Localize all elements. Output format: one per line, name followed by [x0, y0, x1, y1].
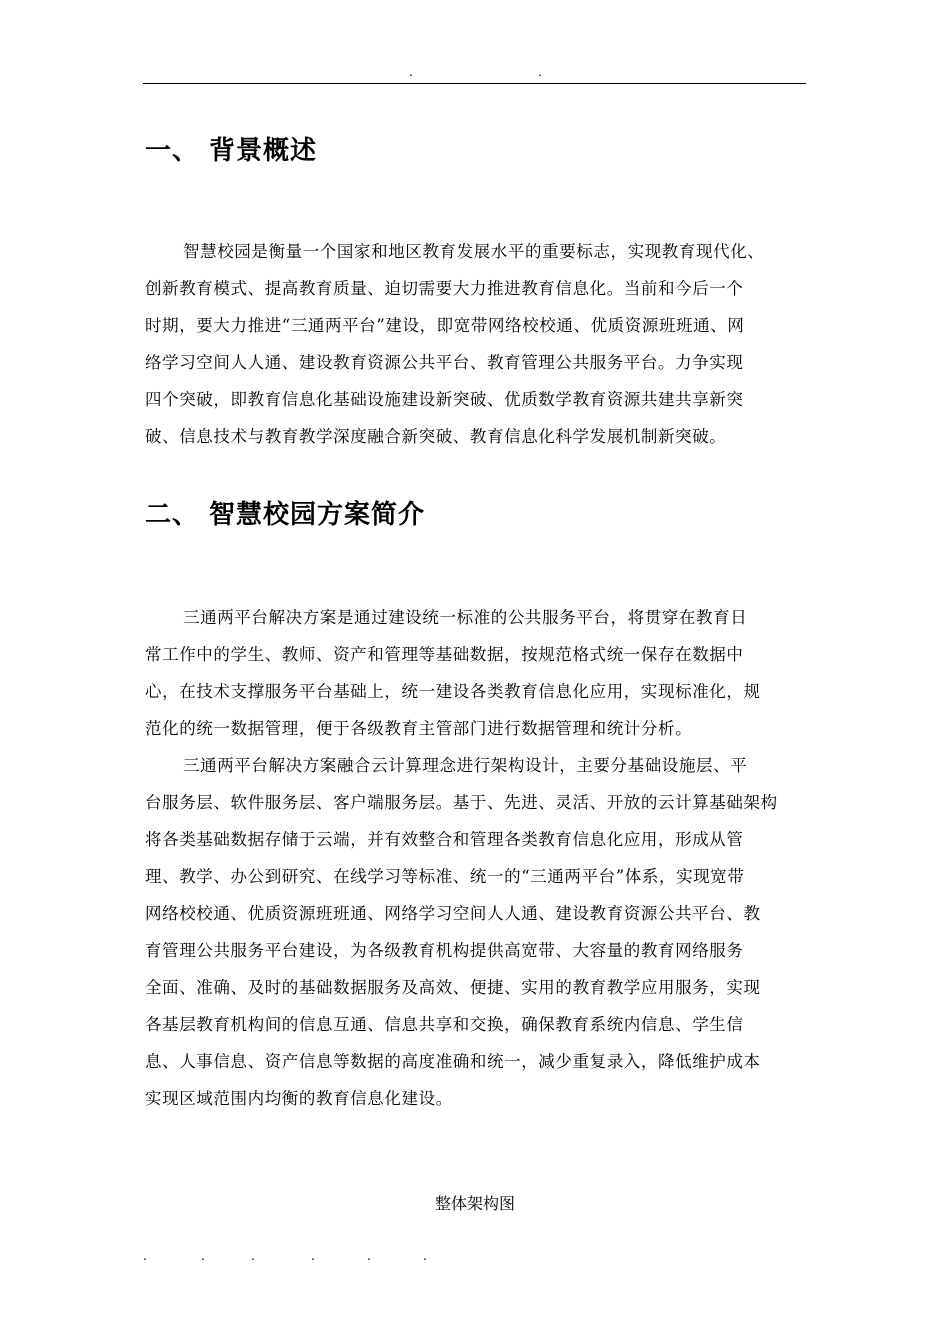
footer-mark: .: [251, 1249, 255, 1263]
paragraph-solution-architecture: [145, 747, 815, 1117]
header-mark: .: [409, 65, 413, 79]
paragraph-line: 破、信息技术与教育教学深度融合新突破、教育信息化科学发展机制新突破。: [145, 427, 727, 446]
header-mark: .: [538, 65, 542, 79]
section-heading-solution: 二、 智慧校园方案简介: [145, 500, 426, 530]
header-rule: [143, 83, 806, 84]
paragraph-line: 时期，要大力推进“三通两平台”建设，即宽带网络校校通、优质资源班班通、网: [145, 316, 745, 335]
paragraph-line: 台服务层、软件服务层、客户端服务层。基于、先进、灵活、开放的云计算基础架构: [145, 793, 778, 812]
paragraph-solution-overview: [145, 599, 815, 747]
figure-caption: 整体架构图: [434, 1194, 515, 1213]
paragraph-line: 息、人事信息、资产信息等数据的高度准确和统一，减少重复录入，降低维护成本: [145, 1052, 761, 1071]
paragraph-line: 常工作中的学生、教师、资产和管理等基础数据，按规范格式统一保存在数据中: [145, 645, 744, 664]
footer-mark: .: [143, 1249, 147, 1263]
paragraph-line: 三通两平台解决方案融合云计算理念进行架构设计，主要分基础设施层、平: [183, 756, 748, 775]
footer-mark: .: [201, 1249, 205, 1263]
paragraph-line: 网络校校通、优质资源班班通、网络学习空间人人通、建设教育资源公共平台、教: [145, 904, 761, 923]
paragraph-line: 实现区域范围内均衡的教育信息化建设。: [145, 1089, 453, 1108]
paragraph-line: 心，在技术支撑服务平台基础上，统一建设各类教育信息化应用，实现标准化，规: [145, 682, 761, 701]
paragraph-line: 三通两平台解决方案是通过建设统一标准的公共服务平台，将贯穿在教育日: [183, 608, 748, 627]
footer-mark: .: [423, 1249, 427, 1263]
paragraph-line: 全面、准确、及时的基础数据服务及高效、便捷、实用的教育教学应用服务，实现: [145, 978, 761, 997]
paragraph-background: [145, 233, 815, 455]
page-footer: [0, 1250, 950, 1262]
paragraph-line: 智慧校园是衡量一个国家和地区教育发展水平的重要标志，实现教育现代化、: [183, 242, 765, 261]
footer-mark: .: [367, 1249, 371, 1263]
footer-mark: .: [311, 1249, 315, 1263]
section-heading-background: 一、 背景概述: [145, 136, 318, 166]
paragraph-line: 各基层教育机构间的信息互通、信息共享和交换，确保教育系统内信息、学生信: [145, 1015, 744, 1034]
paragraph-line: 将各类基础数据存储于云端，并有效整合和管理各类教育信息化应用，形成从管: [145, 830, 744, 849]
paragraph-line: 创新教育模式、提高教育质量、迫切需要大力推进教育信息化。当前和今后一个: [145, 279, 744, 298]
paragraph-line: 四个突破，即教育信息化基础设施建设新突破、优质数学教育资源共建共享新突: [145, 390, 744, 409]
paragraph-line: 范化的统一数据管理，便于各级教育主管部门进行数据管理和统计分析。: [145, 719, 693, 738]
paragraph-line: 络学习空间人人通、建设教育资源公共平台、教育管理公共服务平台。力争实现: [145, 353, 744, 372]
page-header: [0, 66, 950, 78]
paragraph-line: 育管理公共服务平台建设，为各级教育机构提供高宽带、大容量的教育网络服务: [145, 941, 744, 960]
paragraph-line: 理、教学、办公到研究、在线学习等标准、统一的“三通两平台”体系，实现宽带: [145, 867, 745, 886]
